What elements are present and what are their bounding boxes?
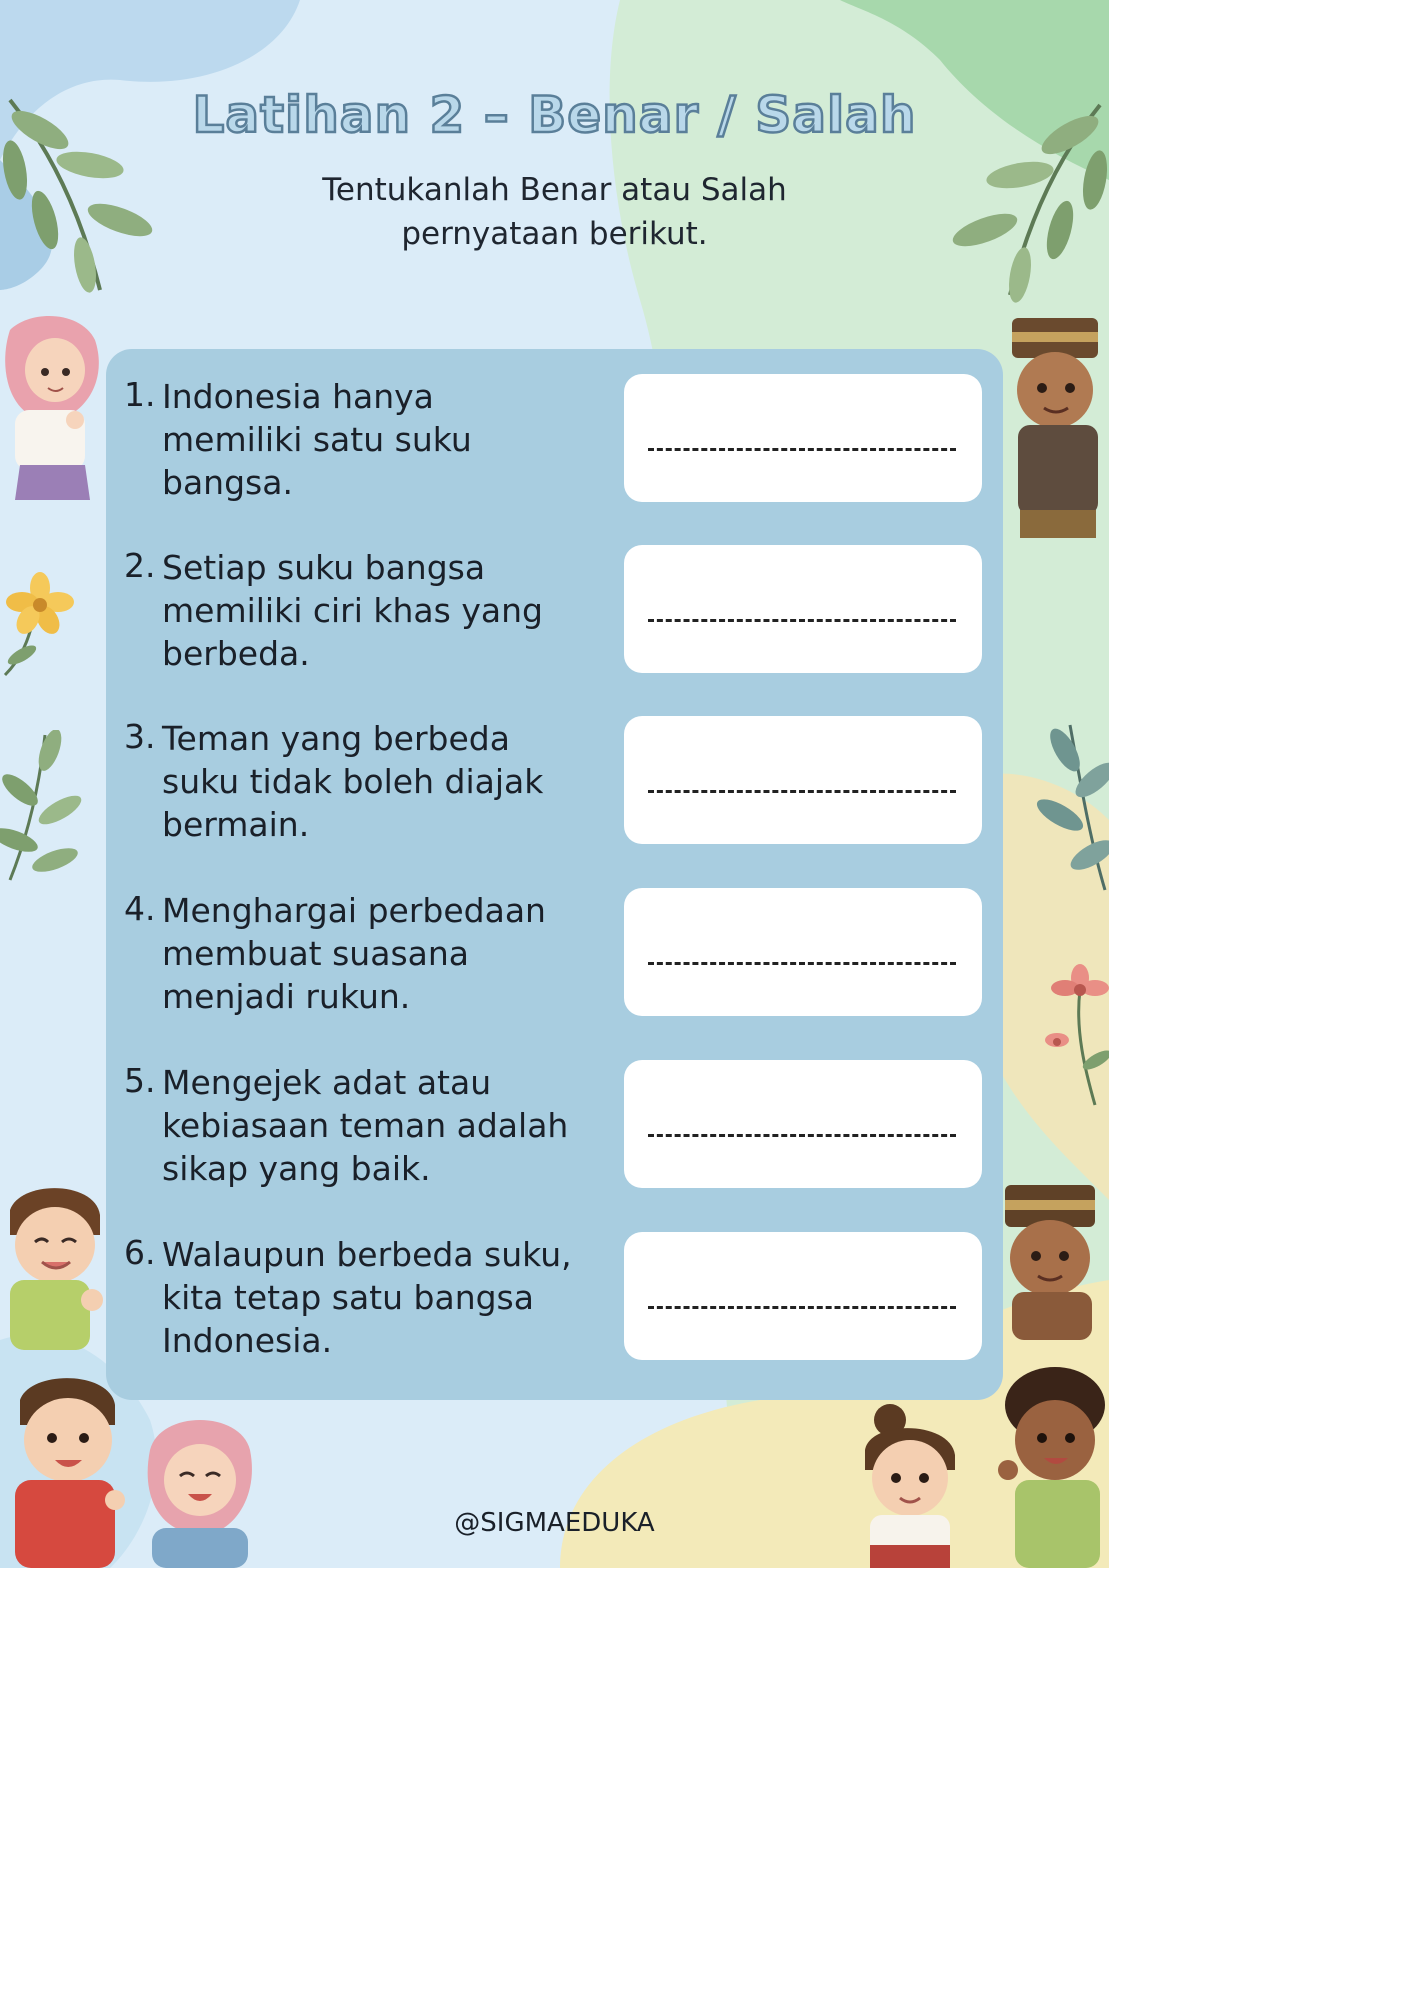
answer-box[interactable] xyxy=(624,374,982,502)
question-text xyxy=(162,1061,602,1190)
question-line: bangsa. xyxy=(162,463,293,502)
question-number: 3. xyxy=(124,717,156,756)
credit-handle: @SIGMAEDUKA xyxy=(454,1508,655,1538)
question-line: memiliki satu suku xyxy=(162,420,472,459)
question-text xyxy=(162,375,602,504)
question-line: Indonesia. xyxy=(162,1321,333,1360)
question-text xyxy=(162,717,602,846)
child-boy-illustration xyxy=(0,1370,130,1568)
question-line: memiliki ciri khas yang xyxy=(162,591,543,630)
question-line: kita tetap satu bangsa xyxy=(162,1278,534,1317)
question-line: membuat suasana xyxy=(162,934,469,973)
question-line: Indonesia hanya xyxy=(162,377,434,416)
instructions-line: pernyataan berikut. xyxy=(401,216,708,252)
question-line: Mengejek adat atau xyxy=(162,1063,492,1102)
question-item xyxy=(106,863,1003,1016)
answer-blank-line[interactable] xyxy=(648,619,956,622)
question-text xyxy=(162,1233,602,1362)
child-peci-illustration xyxy=(1000,310,1109,540)
question-line: Walaupun berbeda suku, xyxy=(162,1235,572,1274)
question-line: suku tidak boleh diajak xyxy=(162,762,544,801)
question-item xyxy=(106,520,1003,673)
child-hijab-illustration xyxy=(140,1410,260,1568)
question-item xyxy=(106,1207,1003,1360)
leaf-branch-icon xyxy=(1030,720,1109,900)
child-girl-illustration xyxy=(850,1400,970,1568)
flower-icon xyxy=(0,570,75,680)
question-text xyxy=(162,889,602,1018)
question-line: sikap yang baik. xyxy=(162,1149,431,1188)
answer-blank-line[interactable] xyxy=(648,448,956,451)
question-line: berbeda. xyxy=(162,634,310,673)
question-number: 4. xyxy=(124,889,156,928)
answer-box[interactable] xyxy=(624,1232,982,1360)
answer-blank-line[interactable] xyxy=(648,1306,956,1309)
question-number: 6. xyxy=(124,1233,156,1272)
child-hijab-illustration xyxy=(0,310,105,510)
question-item xyxy=(106,349,1003,502)
question-line: bermain. xyxy=(162,805,310,844)
question-line: Menghargai perbedaan xyxy=(162,891,546,930)
question-number: 1. xyxy=(124,375,156,414)
instructions xyxy=(0,168,1109,256)
question-item xyxy=(106,691,1003,844)
answer-box[interactable] xyxy=(624,545,982,673)
question-line: kebiasaan teman adalah xyxy=(162,1106,569,1145)
instructions-line: Tentukanlah Benar atau Salah xyxy=(322,172,787,208)
question-item xyxy=(106,1035,1003,1188)
answer-blank-line[interactable] xyxy=(648,1134,956,1137)
child-peci-illustration xyxy=(990,1180,1109,1340)
leaf-branch-icon xyxy=(0,730,90,890)
answer-box[interactable] xyxy=(624,888,982,1016)
page-title: Latihan 2 – Benar / Salah xyxy=(192,86,917,144)
flower-icon xyxy=(1035,960,1109,1110)
question-number: 2. xyxy=(124,546,156,585)
question-line: Setiap suku bangsa xyxy=(162,548,486,587)
answer-blank-line[interactable] xyxy=(648,790,956,793)
question-number: 5. xyxy=(124,1061,156,1100)
question-panel xyxy=(106,349,1003,1400)
question-line: Teman yang berbeda xyxy=(162,719,510,758)
child-boy-illustration xyxy=(0,1180,110,1350)
answer-blank-line[interactable] xyxy=(648,962,956,965)
answer-box[interactable] xyxy=(624,716,982,844)
answer-box[interactable] xyxy=(624,1060,982,1188)
question-text xyxy=(162,546,602,675)
question-line: menjadi rukun. xyxy=(162,977,411,1016)
